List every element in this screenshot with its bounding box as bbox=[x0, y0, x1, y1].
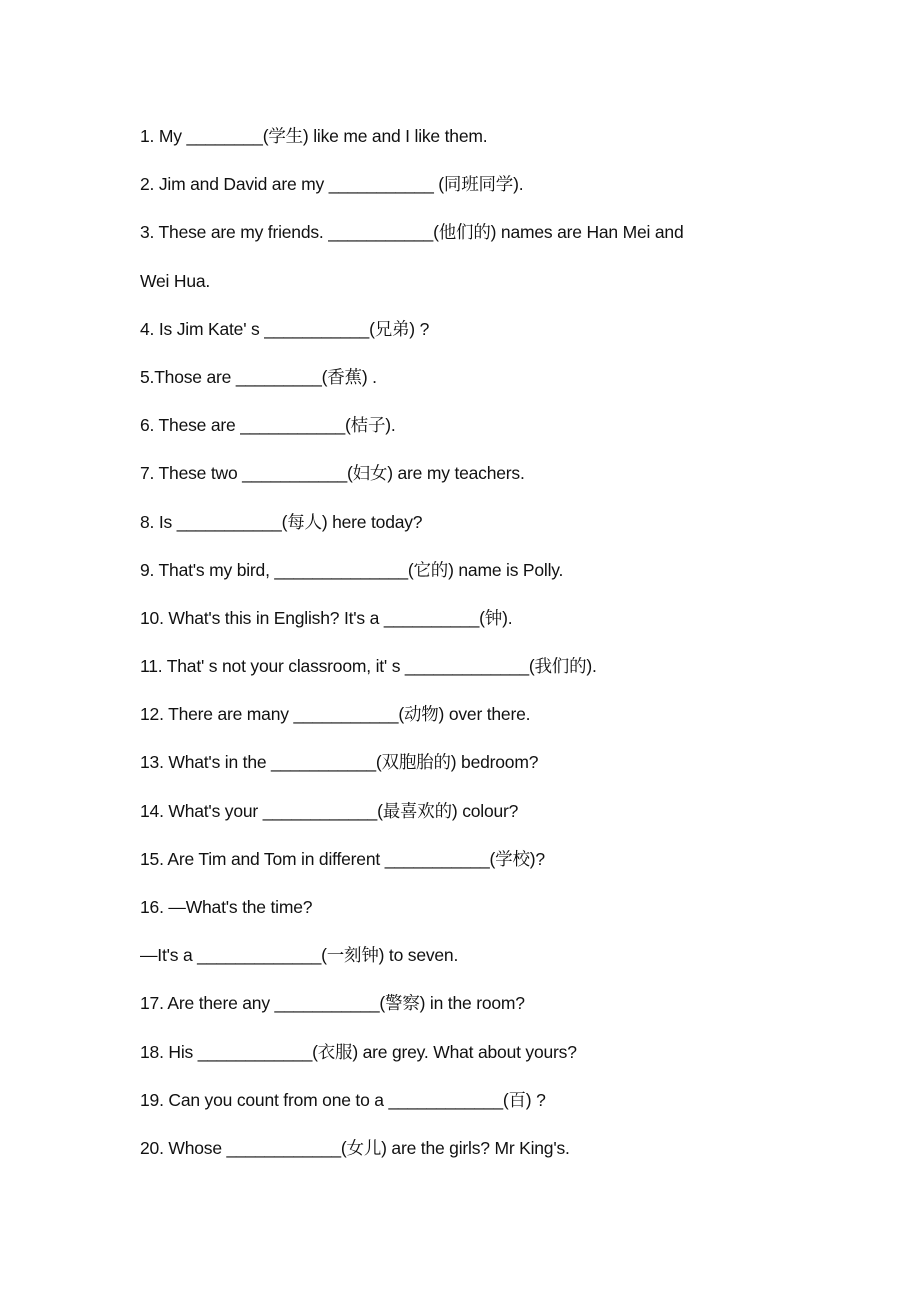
exercise-line-18: 18. His ____________(衣服) are grey. What about yours? bbox=[140, 1041, 577, 1062]
exercise-line-15: 15. Are Tim and Tom in different ___________(学校)? bbox=[140, 848, 545, 869]
exercise-line-9: 9. That's my bird, ______________(它的) name is Polly. bbox=[140, 559, 564, 580]
exercise-line-8: 8. Is ___________(每人) here today? bbox=[140, 511, 423, 532]
exercise-line-17: 17. Are there any ___________(警察) in the room? bbox=[140, 993, 525, 1014]
exercise-line-1: 1. My ________(学生) like me and I like them. bbox=[140, 126, 488, 146]
exercise-line-11: 11. That' s not your classroom, it' s _____________(我们的). bbox=[140, 656, 597, 677]
exercise-line-6: 6. These are ___________(桔子). bbox=[140, 415, 396, 436]
exercise-line-5: 5.Those are _________(香蕉) . bbox=[140, 366, 377, 387]
exercise-line-4: 4. Is Jim Kate' s ___________(兄弟) ? bbox=[140, 318, 430, 339]
exercise-line-10: 10. What's this in English? It's a __________(钟). bbox=[140, 607, 513, 628]
exercise-line-14: 14. What's your ____________(最喜欢的) colour? bbox=[140, 800, 519, 821]
exercise-line-19: 19. Can you count from one to a ____________(百) ? bbox=[140, 1089, 546, 1110]
exercise-line-2: 2. Jim and David are my ___________ (同班同学). bbox=[140, 174, 524, 195]
exercise-line-16: 16. —What's the time? bbox=[140, 897, 313, 917]
exercise-line-12: 12. There are many ___________(动物) over there. bbox=[140, 704, 531, 725]
exercise-sheet bbox=[140, 112, 860, 1172]
exercise-line-13: 13. What's in the ___________(双胞胎的) bedroom? bbox=[140, 752, 539, 773]
exercise-line-3: 3. These are my friends. ___________(他们的) names are Han Mei and bbox=[140, 222, 684, 243]
exercise-line-20: 20. Whose ____________(女儿) are the girls? Mr King's. bbox=[140, 1137, 570, 1158]
exercise-line-3-cont: Wei Hua. bbox=[140, 270, 211, 291]
exercise-line-7: 7. These two ___________(妇女) are my teachers. bbox=[140, 463, 525, 484]
exercise-line-16-answer: —It's a _____________(一刻钟) to seven. bbox=[140, 945, 459, 966]
